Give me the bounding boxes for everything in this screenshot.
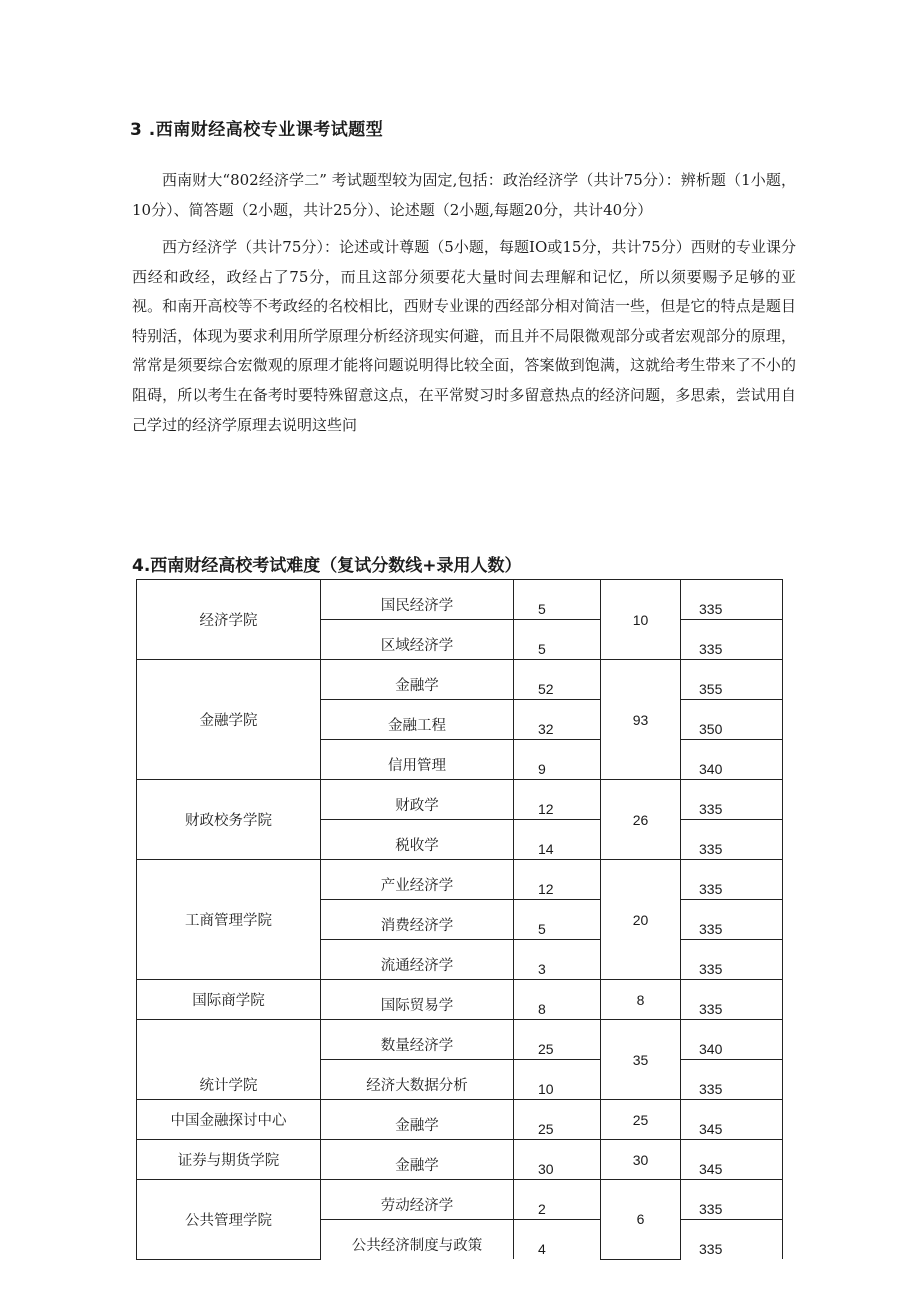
score-line-cell: 340 <box>681 740 783 780</box>
count-cell: 12 <box>514 860 601 900</box>
table-row <box>137 780 783 820</box>
count-cell: 4 <box>514 1220 601 1260</box>
table-row <box>137 660 783 700</box>
total-cell: 35 <box>601 1020 681 1100</box>
major-cell: 数量经济学 <box>321 1020 514 1060</box>
major-cell: 流通经济学 <box>321 940 514 980</box>
count-cell: 14 <box>514 820 601 860</box>
section4-heading: 4.西南财经高校考试难度（复试分数线+录用人数） <box>132 556 522 576</box>
score-line-cell: 335 <box>681 580 783 620</box>
major-cell: 金融学 <box>321 1140 514 1180</box>
score-line-cell: 340 <box>681 1020 783 1060</box>
college-cell: 统计学院 <box>137 1020 321 1100</box>
count-cell: 8 <box>514 980 601 1020</box>
college-cell: 公共管理学院 <box>137 1180 321 1260</box>
score-line-cell: 335 <box>681 820 783 860</box>
score-line-cell: 335 <box>681 620 783 660</box>
count-cell: 52 <box>514 660 601 700</box>
score-line-cell: 335 <box>681 940 783 980</box>
table-row <box>137 1100 783 1140</box>
major-cell: 金融学 <box>321 1100 514 1140</box>
count-cell: 5 <box>514 620 601 660</box>
major-cell: 国际贸易学 <box>321 980 514 1020</box>
count-cell: 30 <box>514 1140 601 1180</box>
total-cell: 10 <box>601 580 681 660</box>
score-line-cell: 335 <box>681 1180 783 1220</box>
count-cell: 10 <box>514 1060 601 1100</box>
score-line-cell: 335 <box>681 1060 783 1100</box>
count-cell: 25 <box>514 1100 601 1140</box>
score-line-cell: 335 <box>681 980 783 1020</box>
college-cell: 经济学院 <box>137 580 321 660</box>
count-cell: 5 <box>514 580 601 620</box>
count-cell: 2 <box>514 1180 601 1220</box>
major-cell: 消费经济学 <box>321 900 514 940</box>
college-cell: 金融学院 <box>137 660 321 780</box>
score-line-cell: 355 <box>681 660 783 700</box>
college-cell: 工商管理学院 <box>137 860 321 980</box>
score-line-cell: 335 <box>681 860 783 900</box>
score-line-cell: 335 <box>681 900 783 940</box>
major-cell: 经济大数据分析 <box>321 1060 514 1100</box>
major-cell: 金融工程 <box>321 700 514 740</box>
count-cell: 12 <box>514 780 601 820</box>
score-line-cell: 335 <box>681 780 783 820</box>
total-cell: 25 <box>601 1100 681 1140</box>
major-cell: 劳动经济学 <box>321 1180 514 1220</box>
total-cell: 6 <box>601 1180 681 1260</box>
college-cell: 国际商学院 <box>137 980 321 1020</box>
college-cell: 中国金融探讨中心 <box>137 1100 321 1140</box>
score-line-cell: 335 <box>681 1220 783 1260</box>
score-line-cell: 345 <box>681 1140 783 1180</box>
total-cell: 26 <box>601 780 681 860</box>
total-cell: 20 <box>601 860 681 980</box>
major-cell: 税收学 <box>321 820 514 860</box>
count-cell: 25 <box>514 1020 601 1060</box>
major-cell: 区域经济学 <box>321 620 514 660</box>
score-line-cell: 345 <box>681 1100 783 1140</box>
admission-score-table <box>136 579 783 1260</box>
count-cell: 5 <box>514 900 601 940</box>
major-cell: 信用管理 <box>321 740 514 780</box>
score-line-cell: 350 <box>681 700 783 740</box>
major-cell: 公共经济制度与政策 <box>321 1220 514 1260</box>
count-cell: 32 <box>514 700 601 740</box>
major-cell: 产业经济学 <box>321 860 514 900</box>
table-row <box>137 860 783 900</box>
college-cell: 财政校务学院 <box>137 780 321 860</box>
college-cell: 证券与期货学院 <box>137 1140 321 1180</box>
total-cell: 30 <box>601 1140 681 1180</box>
exam-format-paragraph: 西南财大“802经济学二” 考试题型较为固定,包括：政治经济学（共计75分）：辨析题（1小题，10分）、简答题（2小题，共计25分）、论述题（2小题,每题20分，共计40分） <box>132 171 796 219</box>
major-cell: 金融学 <box>321 660 514 700</box>
table-row <box>137 1180 783 1220</box>
table-row <box>137 580 783 620</box>
count-cell: 3 <box>514 940 601 980</box>
table-row <box>137 980 783 1020</box>
major-cell: 国民经济学 <box>321 580 514 620</box>
table-row <box>137 1020 783 1060</box>
table-row <box>137 1140 783 1180</box>
section3-heading: 3 .西南财经高校专业课考试题型 <box>130 120 384 140</box>
western-economics-paragraph: 西方经济学（共计75分）：论述或计尊题（5小题，每题IO或15分，共计75分）西财的专业课分西经和政经，政经占了75分，而且这部分须要花大量时间去理解和记忆，所以须要赐予足够的亚视。和南开高校等不考政经的名校相比，西财专业课的西经部分相对简洁一些，但是它的特点是题目特别活，体现为要求利用所学原理分析经济现实何避，而且并不局限微观部分或者宏观部分的原理，常常是须要综合宏微观的原理才能将问题说明得比较全面，答案做到饱满，这就给考生带来了不小的阻碍，所以考生在备考时要特殊留意这点，在平常熨习时多留意热点的经济问题，多思索，尝试用自己学过的经济学原理去说明这些问 <box>132 238 796 434</box>
total-cell: 8 <box>601 980 681 1020</box>
count-cell: 9 <box>514 740 601 780</box>
total-cell: 93 <box>601 660 681 780</box>
major-cell: 财政学 <box>321 780 514 820</box>
